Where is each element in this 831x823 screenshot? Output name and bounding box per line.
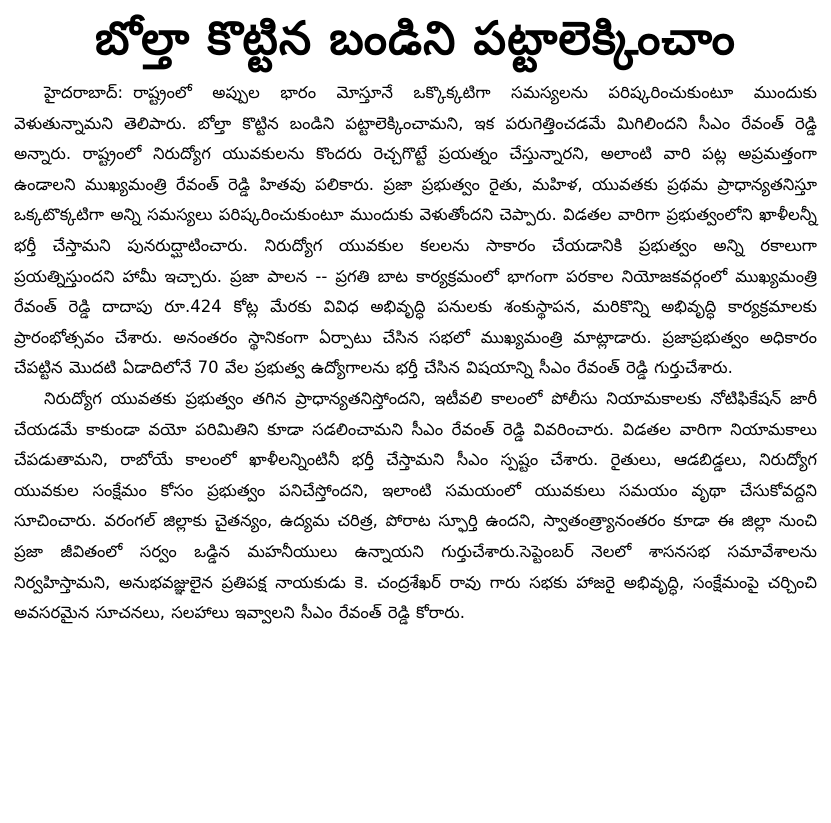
dateline: హైదరాబాద్‌: <box>44 83 124 102</box>
article-paragraph <box>14 384 817 629</box>
article-paragraph <box>14 78 817 384</box>
paragraph-text: రాష్ట్రంలో అప్పుల భారం మోస్తూనే ఒక్కొక్కటిగా సమస్యలను పరిష్కరించుకుంటూ ముందుకు వెళుతున్నామని తెలిపారు. బోల్తా కొట్టిన బండిని పట్టాలెక్కించామని, ఇక పరుగెత్తించడమే మిగిలిందని సీఎం రేవంత్‌ రెడ్డి అన్నారు. రాష్ట్రంలో నిరుద్యోగ యువకులను కొందరు రెచ్చగొట్టే ప్రయత్నం చేస్తున్నారని, అలాంటి వారి పట్ల అప్రమత్తంగా ఉండాలని ముఖ్యమంత్రి రేవంత్‌ రెడ్డి హితవు పలికారు. ప్రజా ప్రభుత్వం రైతు, మహిళ, యువతకు ప్రథమ ప్రాధాన్యతనిస్తూ ఒక్కటొక్కటిగా అన్ని సమస్యలు పరిష్కరించుకుంటూ ముందుకు వెళుతోందని చెప్పారు. విడతల వారిగా ప్రభుత్వంలోని ఖాళీలన్నీ భర్తీ చేస్తామని పునరుద్ఘాటించారు. నిరుద్యోగ యువకుల కలలను సాకారం చేయడానికి ప్రభుత్వం అన్ని రకాలుగా ప్రయత్నిస్తుందని హామీ ఇచ్చారు. ప్రజా పాలన -- ప్రగతి బాట కార్యక్రమంలో భాగంగా పరకాల నియోజకవర్గంలో ముఖ్యమంత్రి రేవంత్‌ రెడ్డి దాదాపు రూ.424 కోట్ల మేరకు వివిధ అభివృద్ధి పనులకు శంకుస్థాపన, మరికొన్ని అభివృద్ధి కార్యక్రమాలకు ప్రారంభోత్సవం చేశారు. అనంతరం స్థానికంగా ఏర్పాటు చేసిన సభలో ముఖ్యమంత్రి మాట్లాడారు. ప్రజాప్రభుత్వం అధికారం చేపట్టిన మొదటి ఏడాదిలోనే 70 వేల ప్రభుత్వ ఉద్యోగాలను భర్తీ చేసిన విషయాన్ని సీఎం రేవంత్‌ రెడ్డి గుర్తుచేశారు. <box>14 83 817 378</box>
paragraph-text: నిరుద్యోగ యువతకు ప్రభుత్వం తగిన ప్రాధాన్యతనిస్తోందని, ఇటీవలి కాలంలో పోలీసు నియామకాలకు నోటిఫికేషన్‌ జారీ చేయడమే కాకుండా వయో పరిమితిని కూడా సడలించామని సీఎం రేవంత్‌ రెడ్డి వివరించారు. విడతల వారిగా నియామకాలు చేపడుతామని, రాబోయే కాలంలో ఖాళీలన్నింటినీ భర్తీ చేస్తామని సీఎం స్పష్టం చేశారు. రైతులు, ఆడబిడ్డలు, నిరుద్యోగ యువకుల సంక్షేమం కోసం ప్రభుత్వం పనిచేస్తోందని, ఇలాంటి సమయంలో యువకులు సమయం వృథా చేసుకోవద్దని సూచించారు. వరంగల్‌ జిల్లాకు చైతన్యం, ఉద్యమ చరిత్ర, పోరాట స్ఫూర్తి ఉందని, స్వాతంత్ర్యానంతరం కూడా ఈ జిల్లా నుంచి ప్రజా జీవితంలో సర్వం ఒడ్డిన మహనీయులు ఉన్నాయని గుర్తుచేశారు.సెప్టెంబర్‌ నెలలో శాసనసభ సమావేశాలను నిర్వహిస్తామని, అనుభవజ్ఞులైన ప్రతిపక్ష నాయకుడు కె. చంద్రశేఖర్‌ రావు గారు సభకు హాజరై అభివృద్ధి, సంక్షేమంపై చర్చించి అవసరమైన సూచనలు, సలహాలు ఇవ్వాలని సీఎం రేవంత్‌ రెడ్డి కోరారు. <box>14 388 817 623</box>
article-body <box>14 78 817 629</box>
headline: బోల్తా కొట్టిన బండిని పట్టాలెక్కించాం <box>95 11 736 65</box>
